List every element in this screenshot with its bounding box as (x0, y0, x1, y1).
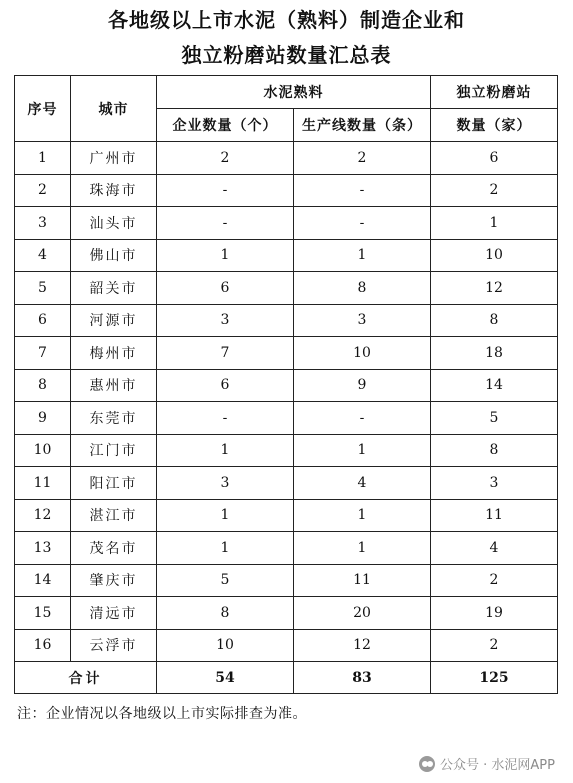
cell-enterprises: 8 (157, 597, 294, 630)
total-enterprises: 54 (157, 662, 294, 694)
cell-enterprises: 10 (157, 629, 294, 662)
total-grinding: 125 (431, 662, 558, 694)
cell-lines: - (294, 402, 431, 435)
header-city: 城市 (71, 76, 157, 142)
cell-grinding: 5 (431, 402, 558, 435)
cell-city: 茂名市 (71, 532, 157, 565)
cell-lines: 8 (294, 272, 431, 305)
cell-enterprises: 3 (157, 304, 294, 337)
cell-enterprises: 1 (157, 499, 294, 532)
summary-table (14, 75, 558, 694)
header-grinding-group: 独立粉磨站 (431, 76, 558, 109)
cell-grinding: 2 (431, 564, 558, 597)
cell-city: 梅州市 (71, 337, 157, 370)
table-row (15, 207, 558, 240)
cell-lines: 2 (294, 142, 431, 175)
cell-grinding: 2 (431, 174, 558, 207)
header-clinker-group: 水泥熟料 (157, 76, 431, 109)
cell-grinding: 4 (431, 532, 558, 565)
header-index: 序号 (15, 76, 71, 142)
table-row (15, 174, 558, 207)
cell-city: 云浮市 (71, 629, 157, 662)
table-row (15, 272, 558, 305)
cell-grinding: 3 (431, 467, 558, 500)
cell-index: 10 (15, 434, 71, 467)
cell-index: 9 (15, 402, 71, 435)
wechat-official-account-icon (419, 756, 435, 772)
cell-enterprises: - (157, 207, 294, 240)
cell-enterprises: - (157, 402, 294, 435)
cell-lines: 12 (294, 629, 431, 662)
total-row (15, 662, 558, 694)
header-enterprises: 企业数量（个） (157, 109, 294, 142)
cell-city: 清远市 (71, 597, 157, 630)
cell-enterprises: 2 (157, 142, 294, 175)
table-row (15, 142, 558, 175)
cell-city: 江门市 (71, 434, 157, 467)
cell-lines: - (294, 174, 431, 207)
cell-lines: 9 (294, 369, 431, 402)
cell-city: 广州市 (71, 142, 157, 175)
cell-grinding: 2 (431, 629, 558, 662)
header-lines: 生产线数量（条） (294, 109, 431, 142)
document-title-line-2: 独立粉磨站数量汇总表 (181, 43, 392, 67)
cell-enterprises: 6 (157, 272, 294, 305)
table-row (15, 369, 558, 402)
cell-grinding: 10 (431, 239, 558, 272)
cell-index: 13 (15, 532, 71, 565)
cell-city: 佛山市 (71, 239, 157, 272)
cell-lines: - (294, 207, 431, 240)
table-row (15, 597, 558, 630)
cell-enterprises: 3 (157, 467, 294, 500)
cell-enterprises: 1 (157, 532, 294, 565)
cell-grinding: 18 (431, 337, 558, 370)
cell-index: 3 (15, 207, 71, 240)
cell-lines: 11 (294, 564, 431, 597)
table-footer (15, 662, 558, 694)
cell-enterprises: 6 (157, 369, 294, 402)
cell-index: 2 (15, 174, 71, 207)
cell-grinding: 8 (431, 304, 558, 337)
watermark (419, 754, 555, 773)
cell-grinding: 8 (431, 434, 558, 467)
cell-index: 1 (15, 142, 71, 175)
table-row (15, 239, 558, 272)
cell-city: 韶关市 (71, 272, 157, 305)
cell-lines: 4 (294, 467, 431, 500)
cell-city: 珠海市 (71, 174, 157, 207)
watermark-text: 公众号 · 水泥网APP (440, 758, 555, 773)
cell-lines: 10 (294, 337, 431, 370)
cell-city: 东莞市 (71, 402, 157, 435)
cell-lines: 3 (294, 304, 431, 337)
cell-city: 汕头市 (71, 207, 157, 240)
cell-enterprises: 1 (157, 239, 294, 272)
footnote: 注：企业情况以各地级以上市实际排查为准。 (17, 706, 307, 722)
document-title-line-1: 各地级以上市水泥（熟料）制造企业和 (108, 8, 465, 32)
table-body (15, 142, 558, 662)
cell-grinding: 19 (431, 597, 558, 630)
cell-grinding: 1 (431, 207, 558, 240)
cell-lines: 1 (294, 532, 431, 565)
table-row (15, 304, 558, 337)
cell-enterprises: 1 (157, 434, 294, 467)
table-row (15, 337, 558, 370)
cell-city: 阳江市 (71, 467, 157, 500)
table-row (15, 402, 558, 435)
cell-city: 肇庆市 (71, 564, 157, 597)
cell-index: 5 (15, 272, 71, 305)
cell-index: 11 (15, 467, 71, 500)
cell-enterprises: 7 (157, 337, 294, 370)
table-row (15, 434, 558, 467)
cell-enterprises: 5 (157, 564, 294, 597)
cell-index: 12 (15, 499, 71, 532)
cell-index: 15 (15, 597, 71, 630)
cell-lines: 1 (294, 434, 431, 467)
cell-city: 湛江市 (71, 499, 157, 532)
cell-index: 6 (15, 304, 71, 337)
cell-city: 河源市 (71, 304, 157, 337)
cell-grinding: 14 (431, 369, 558, 402)
header-grinding-count: 数量（家） (431, 109, 558, 142)
cell-grinding: 12 (431, 272, 558, 305)
cell-grinding: 11 (431, 499, 558, 532)
cell-enterprises: - (157, 174, 294, 207)
cell-index: 4 (15, 239, 71, 272)
cell-lines: 20 (294, 597, 431, 630)
cell-lines: 1 (294, 499, 431, 532)
total-label: 合计 (15, 662, 157, 694)
cell-index: 14 (15, 564, 71, 597)
table-row (15, 629, 558, 662)
total-lines: 83 (294, 662, 431, 694)
table-row (15, 532, 558, 565)
table-row (15, 564, 558, 597)
table-row (15, 499, 558, 532)
cell-index: 16 (15, 629, 71, 662)
table-row (15, 467, 558, 500)
table-header (15, 76, 558, 142)
cell-grinding: 6 (431, 142, 558, 175)
cell-lines: 1 (294, 239, 431, 272)
cell-index: 8 (15, 369, 71, 402)
cell-city: 惠州市 (71, 369, 157, 402)
cell-index: 7 (15, 337, 71, 370)
